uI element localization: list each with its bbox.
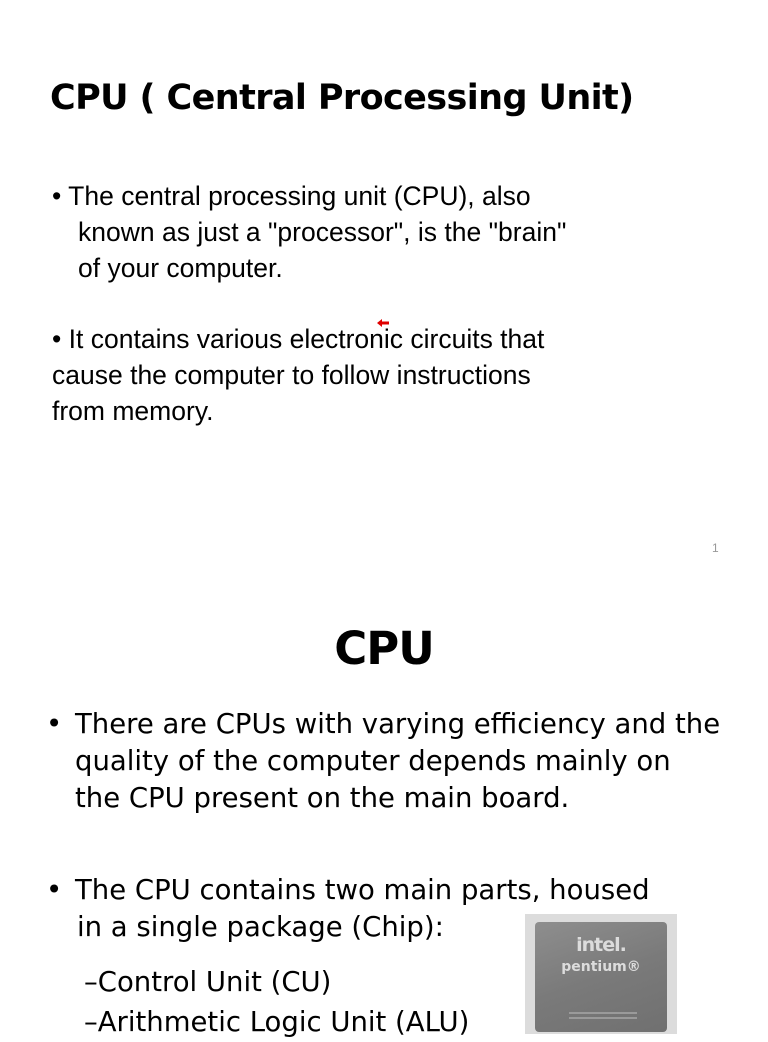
cpu-chip-image: [525, 914, 677, 1034]
chip-engraving: [569, 1012, 637, 1014]
bullet-marker: •: [52, 181, 62, 211]
slide-1-title: CPU ( Central Processing Unit): [50, 78, 634, 118]
bullet-2-line-2: cause the computer to follow instructions: [52, 360, 531, 390]
slide-2: [0, 576, 768, 1038]
sub-item-control-unit: –Control Unit (CU): [84, 966, 332, 998]
bullet-1-line-3: of your computer.: [78, 253, 283, 283]
slide-1-bullet-2: [52, 321, 544, 429]
chip-body: [535, 922, 667, 1032]
bullet-1-line-1: The central processing unit (CPU), also: [68, 181, 531, 211]
bullet-2-line-1: It contains various electronic circuits that: [68, 324, 545, 354]
bullet-1-line-1: There are CPUs with varying efficiency and the: [75, 708, 721, 740]
bullet-marker: •: [46, 874, 63, 906]
slide-2-title: CPU: [334, 622, 434, 675]
sub-list: [84, 962, 469, 1042]
chip-brand-logo: intel.: [576, 934, 626, 956]
bullet-2-line-1: The CPU contains two main parts, housed: [75, 874, 650, 906]
sub-item-alu: –Arithmetic Logic Unit (ALU): [84, 1006, 470, 1038]
bullet-marker: •: [46, 708, 63, 740]
chip-model-label: pentium®: [561, 959, 641, 975]
bullet-1-line-2: known as just a "processor", is the "brain": [78, 217, 567, 247]
bullet-1-line-2: quality of the computer depends mainly on: [75, 745, 671, 777]
slide-1-bullet-1: [52, 178, 566, 286]
slide-2-bullet-1: [46, 706, 720, 817]
slide-number: 1: [712, 541, 719, 555]
bullet-2-line-2: in a single package (Chip):: [77, 911, 444, 943]
red-arrow-icon: [376, 318, 390, 328]
bullet-1-line-3: the CPU present on the main board.: [75, 782, 570, 814]
bullet-2-line-3: from memory.: [52, 396, 214, 426]
bullet-marker: •: [52, 324, 62, 354]
